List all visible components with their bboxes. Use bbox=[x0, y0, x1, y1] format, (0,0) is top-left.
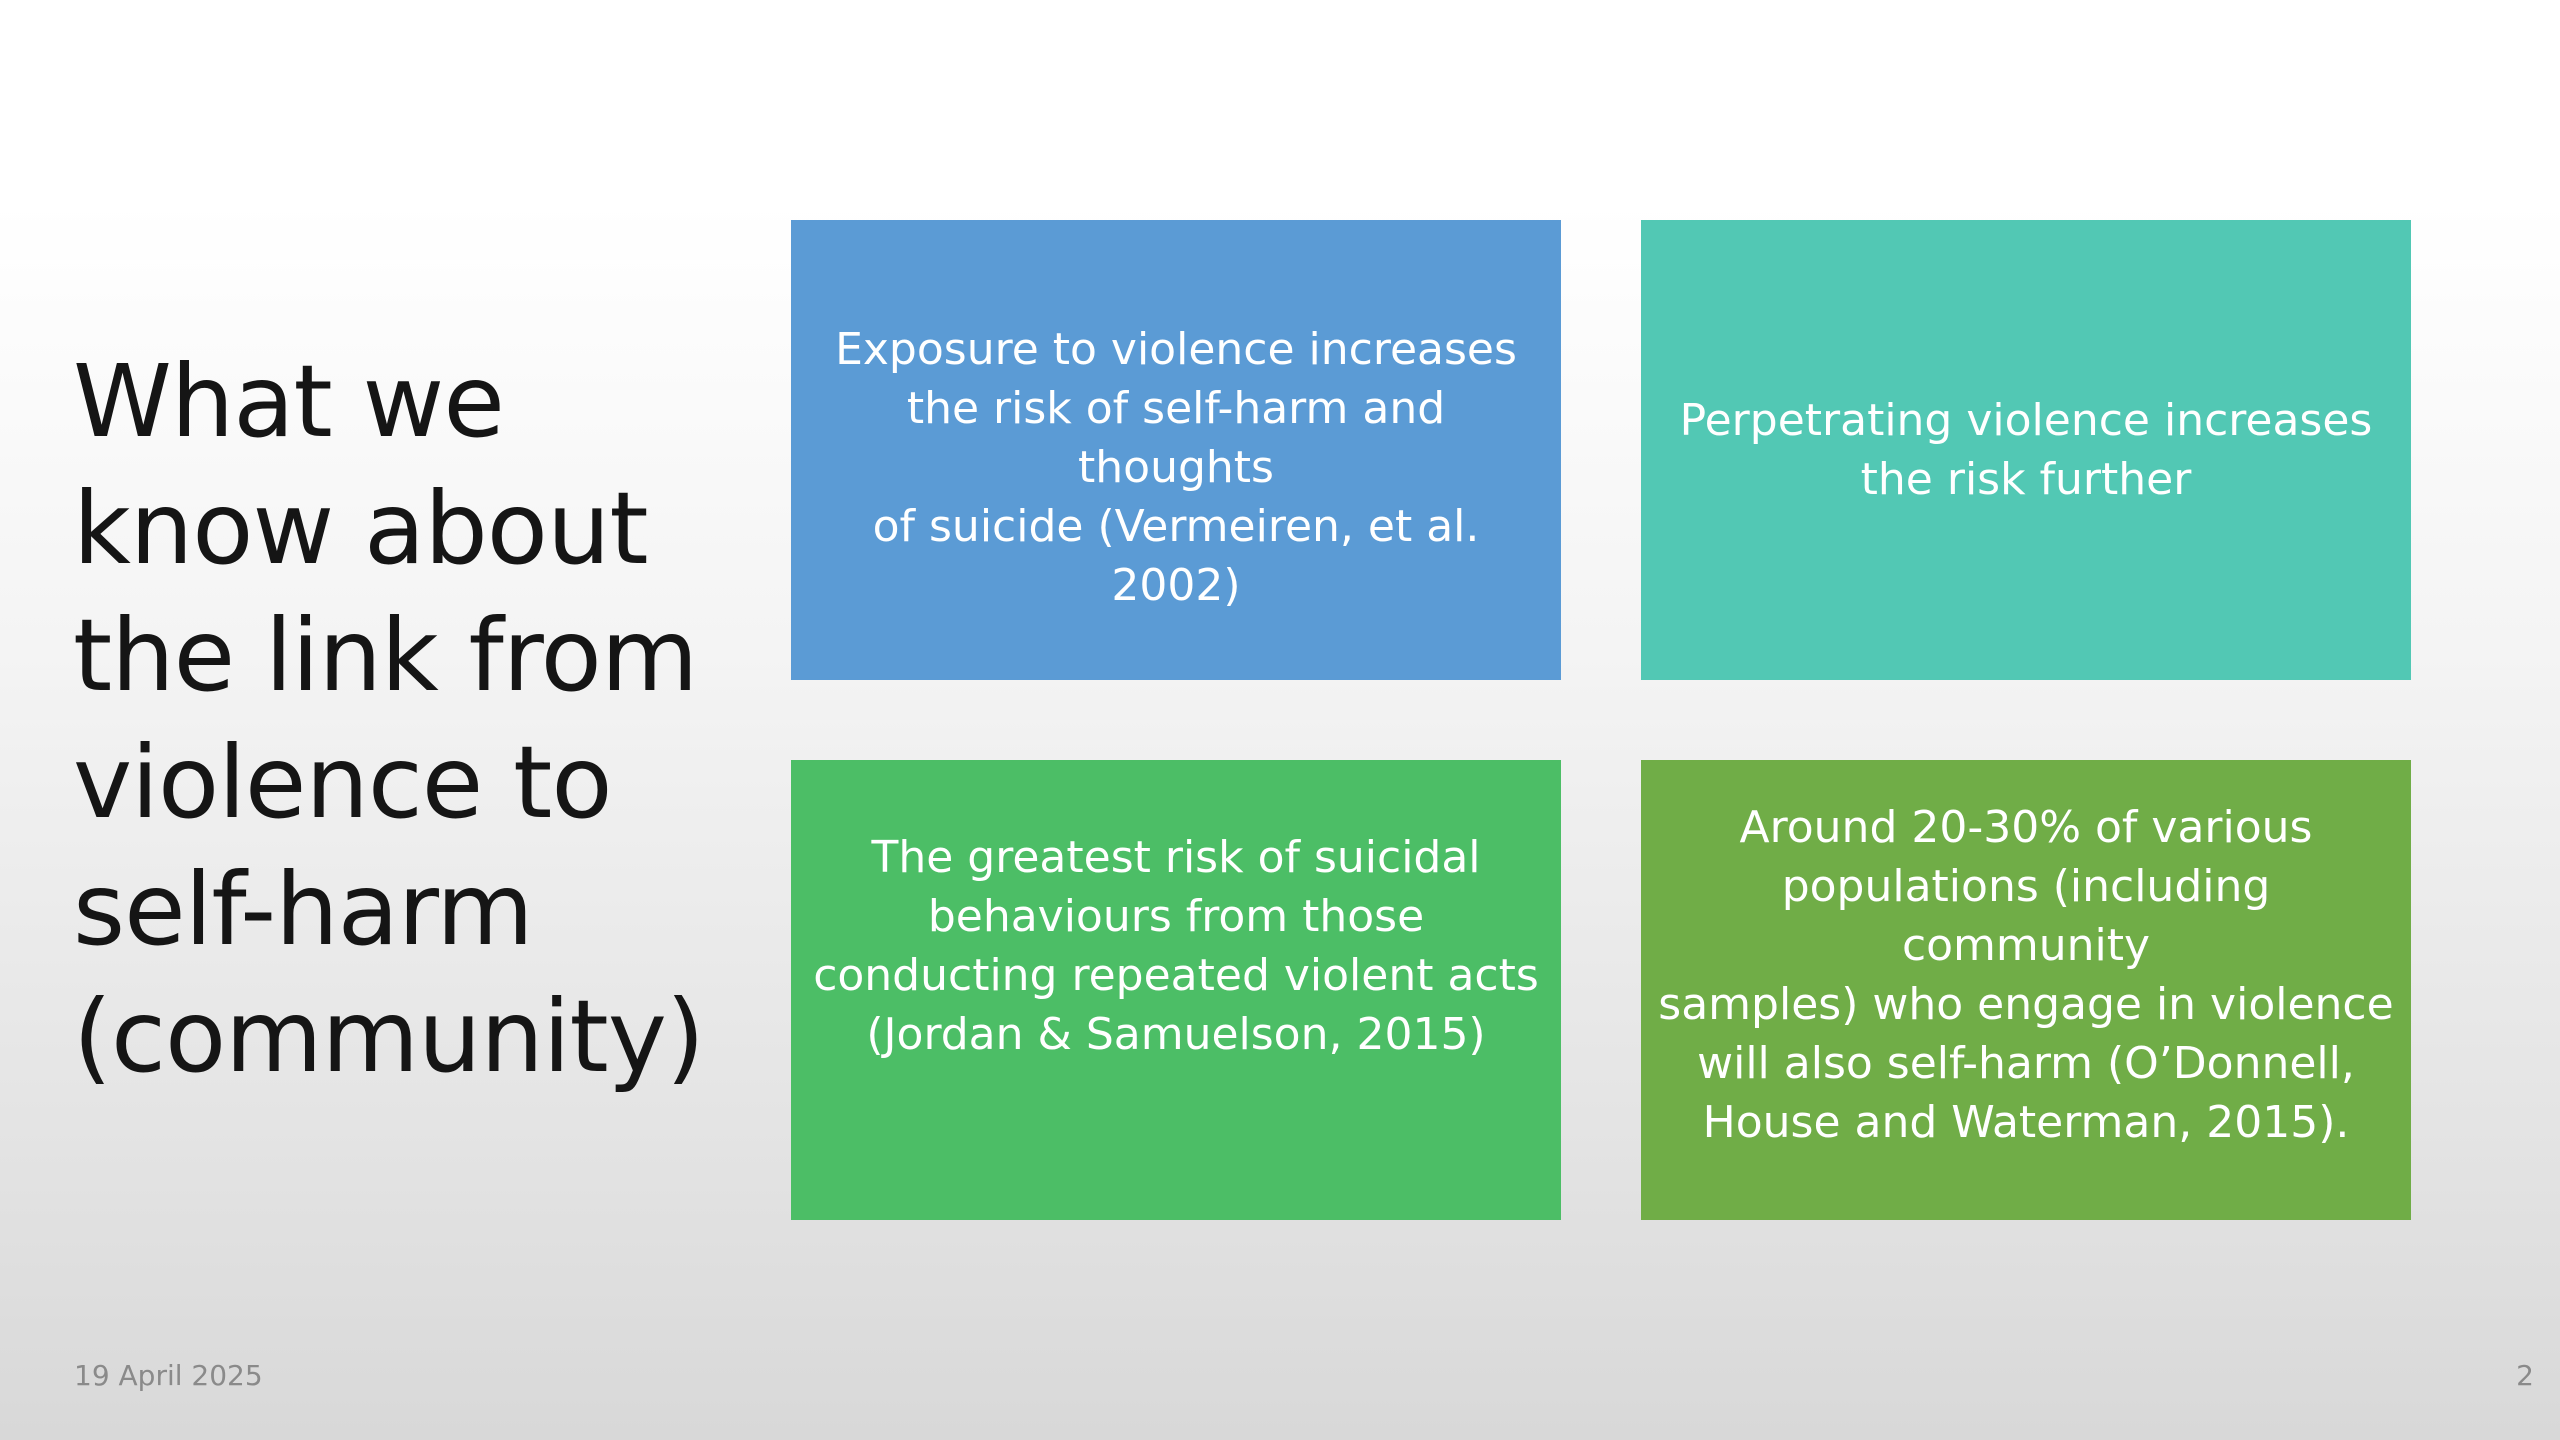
tile-greatest-risk bbox=[791, 760, 1561, 1220]
tile-prevalence bbox=[1641, 760, 2411, 1220]
tile-text: Around 20-30% of various populations (including community samples) who engage in violence will also self-harm (O’Donnell, House and Waterman, 2015). bbox=[1658, 802, 2394, 1148]
tile-perpetrating-violence bbox=[1641, 220, 2411, 680]
page-number: 2 bbox=[2516, 1359, 2534, 1392]
tile-text: The greatest risk of suicidal behaviours from those conducting repeated violent acts (Jordan & Samuelson, 2015) bbox=[813, 832, 1539, 1060]
tile-exposure-to-violence bbox=[791, 220, 1561, 680]
slide-title bbox=[73, 338, 753, 1100]
slide-title-text: What we know about the link from violence to self-harm (community) bbox=[73, 343, 704, 1095]
tile-text: Exposure to violence increases the risk of self-harm and thoughts of suicide (Vermeiren, et al. 2002) bbox=[835, 324, 1517, 611]
tile-text: Perpetrating violence increases the risk further bbox=[1679, 395, 2373, 505]
footer-date: 19 April 2025 bbox=[74, 1359, 263, 1392]
